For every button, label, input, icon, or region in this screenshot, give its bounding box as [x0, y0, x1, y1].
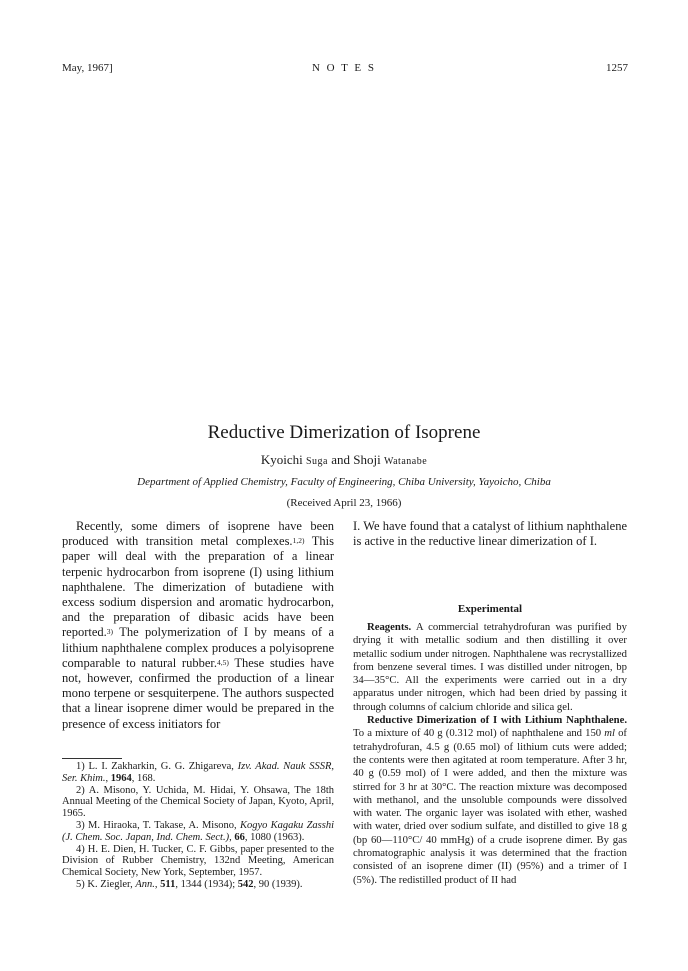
affiliation: Department of Applied Chemistry, Faculty of Engineering, Chiba University, Yayoicho, Chiba [137, 476, 551, 488]
reductive-dimerization-paragraph: Reductive Dimerization of I with Lithium Naphthalene. To a mixture of 40 g (0.312 mol) of naphthalene and 150 ml of tetrahydrofuran, 4.5 g (0.65 mol) of lithium cuts were added; the contents were then agitated at room temperature. After 3 hr, 40 g (0.59 mol) of I were added, and then the mixture was stirred for 3 hr at 30°C. The reaction mixture was decomposed with methanol, and the unsoluble compounds were dissolved with water. The organic layer was isolated with ether, washed with water, dried over sodium sulfate, and distilled to give 18 g (bp 60—110°C/ 40 mmHg) of a crude isoprene dimer. By gas chromatographic analysis it was determined that the fraction consisted of an isoprene dimer (II) (95%) and a trimer of I (5%). The redistilled product of II had [353, 714, 627, 886]
reagents-heading: Reagents. [367, 621, 412, 633]
ref-marker-1-2: 1,2) [292, 536, 305, 546]
intro-text-1: Recently, some dimers of isoprene have been produced with transition metal complexes. [62, 519, 334, 549]
footnote-rule [62, 758, 122, 759]
ref-marker-4-5: 4,5) [216, 657, 229, 667]
ref-marker-3: 3) [106, 627, 114, 637]
footnote-3: 3) M. Hiraoka, T. Takase, A. Misono, Kogyo Kagaku Zasshi (J. Chem. Soc. Japan, Ind. Chem. Sect.), 66, 1080 (1963). [62, 819, 334, 843]
intro-continuation-text: I. We have found that a catalyst of lithium naphthalene is active in the reductive linear dimerization of I. [353, 519, 627, 549]
footnote-2: 2) A. Misono, Y. Uchida, M. Hidai, Y. Ohsawa, The 18th Annual Meeting of the Chemical Society of Japan, Kyoto, April, 1965. [62, 784, 334, 820]
running-header-section: N O T E S [311, 62, 377, 74]
footnote-5: 5) K. Ziegler, Ann., 511, 1344 (1934); 542, 90 (1939). [76, 878, 303, 890]
received-date: (Received April 23, 1966) [286, 497, 402, 509]
intro-text-3: The polymerization of I by means of a lithium naphthalene complex produces a polyisoprene comparable to natural rubber. [62, 625, 334, 670]
footnote-4: 4) H. E. Dien, H. Tucker, C. F. Gibbs, paper presented to the Division of Rubber Chemistry, 132nd Meeting, American Chemical Society, New York, September, 1957. [62, 843, 334, 879]
reagents-paragraph: Reagents. A commercial tetrahydrofuran was purified by drying it with metallic sodium and then distilling it over metallic sodium under nitrogen. Naphthalene was recrystallized from benzene several times. I was distilled under nitrogen, bp 34—35°C. All the experiments were carried out in a dry apparatus under nitrogen, which had been dried by passing it through columns of calcium chloride and silica gel. [353, 621, 627, 713]
author-2-last: Watanabe [383, 456, 428, 467]
author-1-last: Suga [305, 456, 328, 467]
intro-text-2: This paper will deal with the preparation of a linear terpenic hydrocarbon from isoprene (I) using lithium naphthalene. The dimerization of butadiene with excess sodium dispersion and aromatic hydrocarbon, and the preparation of dibasic acids have been reported. [62, 534, 335, 640]
author-2-first: Shoji [353, 452, 384, 467]
footnotes [62, 761, 334, 891]
footnote-1: 1) L. I. Zakharkin, G. G. Zhigareva, Izv. Akad. Nauk SSSR, Ser. Khim., 1964, 168. [62, 761, 334, 784]
experimental-body [353, 621, 627, 887]
authors [0, 452, 688, 468]
page-number: 1257 [606, 62, 628, 74]
intro-paragraph [62, 519, 334, 732]
article-title: Reductive Dimerization of Isoprene [207, 422, 481, 443]
intro-continuation [353, 519, 627, 549]
section-heading-experimental: Experimental [457, 603, 523, 615]
author-1-first: Kyoichi [260, 452, 306, 467]
intro-text-4: These studies have not, however, confirmed the production of a linear mono terpene or sesquiterpene. The authors suspected that a linear isoprene dimer would be prepared in the presence of excess initiators for [62, 655, 334, 731]
running-header-date: May, 1967] [62, 62, 113, 74]
author-and: and [327, 452, 354, 467]
reductive-dimerization-heading: Reductive Dimerization of I with Lithium Naphthalene. [367, 714, 627, 727]
